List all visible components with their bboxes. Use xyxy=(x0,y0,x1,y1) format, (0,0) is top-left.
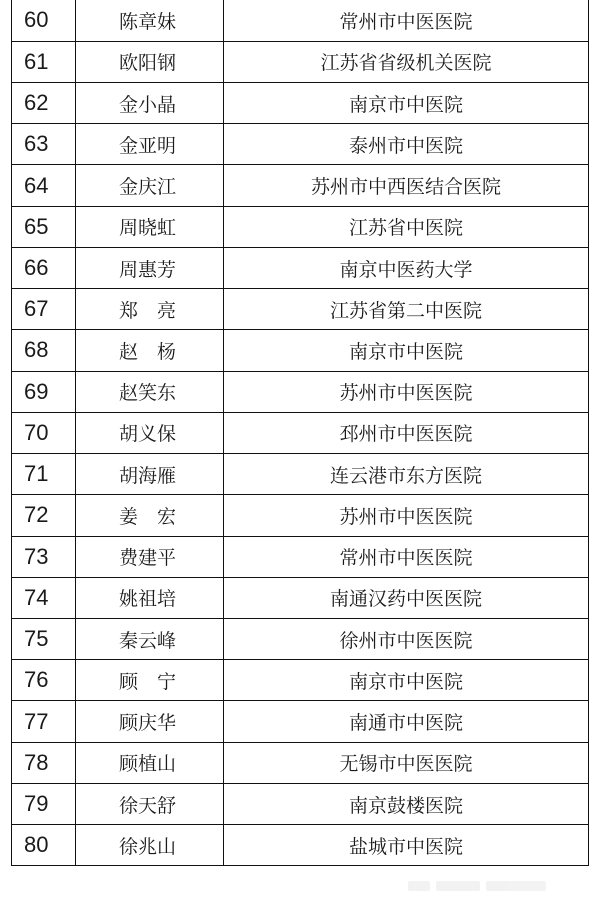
expert-name: 金亚明 xyxy=(76,124,224,165)
expert-name: 顾植山 xyxy=(76,742,224,783)
expert-name: 金小晶 xyxy=(76,82,224,123)
expert-name: 金庆江 xyxy=(76,165,224,206)
row-number: 73 xyxy=(12,536,76,577)
hospital-name: 常州市中医医院 xyxy=(224,0,589,41)
roster-table-container xyxy=(11,0,588,887)
row-number: 75 xyxy=(12,619,76,660)
row-number: 78 xyxy=(12,742,76,783)
table-row xyxy=(12,577,589,618)
table-row xyxy=(12,454,589,495)
expert-name: 费建平 xyxy=(76,536,224,577)
row-number: 60 xyxy=(12,0,76,41)
expert-name: 周晓虹 xyxy=(76,206,224,247)
hospital-name: 苏州市中医医院 xyxy=(224,371,589,412)
row-number: 79 xyxy=(12,783,76,824)
table-row xyxy=(12,619,589,660)
table-row xyxy=(12,0,589,41)
hospital-name: 南京市中医院 xyxy=(224,660,589,701)
table-row xyxy=(12,660,589,701)
row-number: 80 xyxy=(12,825,76,866)
expert-name: 周惠芳 xyxy=(76,247,224,288)
expert-name: 徐天舒 xyxy=(76,783,224,824)
table-row xyxy=(12,783,589,824)
hospital-name: 苏州市中西医结合医院 xyxy=(224,165,589,206)
table-row xyxy=(12,412,589,453)
row-number: 64 xyxy=(12,165,76,206)
row-number: 69 xyxy=(12,371,76,412)
hospital-name: 江苏省第二中医院 xyxy=(224,289,589,330)
table-row xyxy=(12,247,589,288)
table-row xyxy=(12,495,589,536)
expert-name: 姜 宏 xyxy=(76,495,224,536)
row-number: 62 xyxy=(12,82,76,123)
hospital-name: 南京鼓楼医院 xyxy=(224,783,589,824)
roster-table xyxy=(11,0,589,866)
hospital-name: 泰州市中医院 xyxy=(224,124,589,165)
expert-name: 姚祖培 xyxy=(76,577,224,618)
table-row xyxy=(12,82,589,123)
table-row xyxy=(12,742,589,783)
row-number: 63 xyxy=(12,124,76,165)
expert-name: 郑 亮 xyxy=(76,289,224,330)
expert-name: 赵 杨 xyxy=(76,330,224,371)
hospital-name: 南京市中医院 xyxy=(224,82,589,123)
hospital-name: 无锡市中医医院 xyxy=(224,742,589,783)
table-row xyxy=(12,536,589,577)
table-row xyxy=(12,701,589,742)
hospital-name: 江苏省省级机关医院 xyxy=(224,41,589,82)
expert-name: 胡义保 xyxy=(76,412,224,453)
hospital-name: 邳州市中医医院 xyxy=(224,412,589,453)
hospital-name: 南通市中医院 xyxy=(224,701,589,742)
row-number: 68 xyxy=(12,330,76,371)
table-row xyxy=(12,330,589,371)
table-row xyxy=(12,289,589,330)
expert-name: 顾庆华 xyxy=(76,701,224,742)
row-number: 70 xyxy=(12,412,76,453)
row-number: 72 xyxy=(12,495,76,536)
table-row xyxy=(12,825,589,866)
hospital-name: 盐城市中医院 xyxy=(224,825,589,866)
hospital-name: 苏州市中医医院 xyxy=(224,495,589,536)
row-number: 65 xyxy=(12,206,76,247)
expert-name: 秦云峰 xyxy=(76,619,224,660)
table-row xyxy=(12,165,589,206)
hospital-name: 南京市中医院 xyxy=(224,330,589,371)
watermark-mark xyxy=(408,878,578,892)
row-number: 76 xyxy=(12,660,76,701)
table-row xyxy=(12,206,589,247)
hospital-name: 连云港市东方医院 xyxy=(224,454,589,495)
row-number: 77 xyxy=(12,701,76,742)
expert-name: 胡海雁 xyxy=(76,454,224,495)
expert-name: 顾 宁 xyxy=(76,660,224,701)
hospital-name: 南京中医药大学 xyxy=(224,247,589,288)
hospital-name: 南通汉药中医医院 xyxy=(224,577,589,618)
table-row xyxy=(12,124,589,165)
expert-name: 欧阳钢 xyxy=(76,41,224,82)
table-row xyxy=(12,41,589,82)
table-row xyxy=(12,371,589,412)
hospital-name: 江苏省中医院 xyxy=(224,206,589,247)
hospital-name: 常州市中医医院 xyxy=(224,536,589,577)
row-number: 71 xyxy=(12,454,76,495)
hospital-name: 徐州市中医医院 xyxy=(224,619,589,660)
row-number: 74 xyxy=(12,577,76,618)
row-number: 67 xyxy=(12,289,76,330)
expert-name: 赵笑东 xyxy=(76,371,224,412)
row-number: 66 xyxy=(12,247,76,288)
expert-name: 陈章妹 xyxy=(76,0,224,41)
row-number: 61 xyxy=(12,41,76,82)
expert-name: 徐兆山 xyxy=(76,825,224,866)
